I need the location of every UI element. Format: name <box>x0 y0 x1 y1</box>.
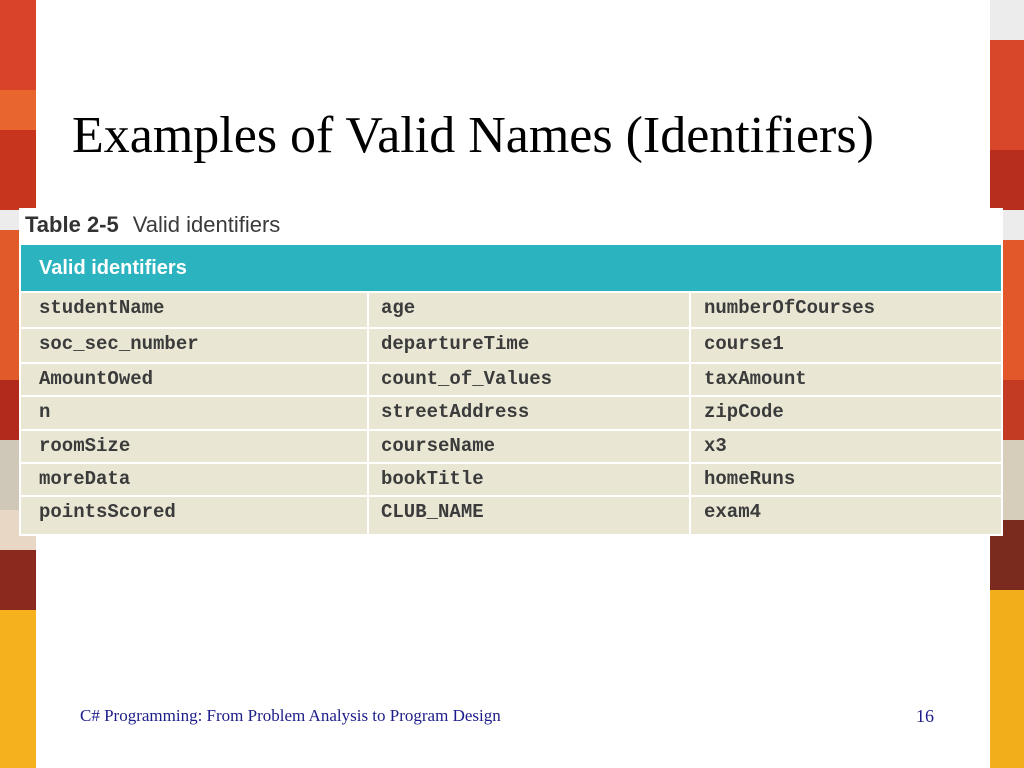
table-cell: soc_sec_number <box>39 333 199 355</box>
column-divider <box>367 291 369 534</box>
table-cell: age <box>381 297 416 319</box>
table-cell: taxAmount <box>704 368 807 390</box>
table-cell: moreData <box>39 468 131 490</box>
table-cell: AmountOwed <box>39 368 154 390</box>
table-cell: n <box>39 401 51 423</box>
identifiers-table-figure <box>19 208 1003 536</box>
table-caption-text: Valid identifiers <box>132 212 281 237</box>
table-row <box>21 327 1001 359</box>
table-cell: homeRuns <box>704 468 796 490</box>
table-row <box>21 462 1001 494</box>
table-header <box>21 245 1001 291</box>
table-cell: roomSize <box>39 435 131 457</box>
table-cell: course1 <box>704 333 784 355</box>
slide-title: Examples of Valid Names (Identifiers) <box>72 107 874 164</box>
table-header-label: Valid identifiers <box>39 257 187 279</box>
table-cell: CLUB_NAME <box>381 501 484 523</box>
table-row <box>21 291 1001 323</box>
column-divider <box>689 291 691 534</box>
table-caption-number: Table 2-5 <box>25 212 119 237</box>
identifiers-table <box>21 245 1001 534</box>
table-row <box>21 429 1001 461</box>
table-cell: pointsScored <box>39 501 176 523</box>
table-cell: streetAddress <box>381 401 530 423</box>
page-number: 16 <box>916 706 934 726</box>
table-row <box>21 495 1001 531</box>
table-cell: departureTime <box>381 333 530 355</box>
table-row <box>21 395 1001 427</box>
slide-footer: C# Programming: From Problem Analysis to Program Design <box>80 706 501 725</box>
table-cell: studentName <box>39 297 165 319</box>
table-cell: exam4 <box>704 501 762 523</box>
table-cell: x3 <box>704 435 727 457</box>
table-cell: zipCode <box>704 401 784 423</box>
table-cell: count_of_Values <box>381 368 553 390</box>
table-caption <box>25 210 280 240</box>
table-cell: courseName <box>381 435 496 457</box>
table-row <box>21 362 1001 394</box>
table-cell: numberOfCourses <box>704 297 876 319</box>
table-cell: bookTitle <box>381 468 484 490</box>
